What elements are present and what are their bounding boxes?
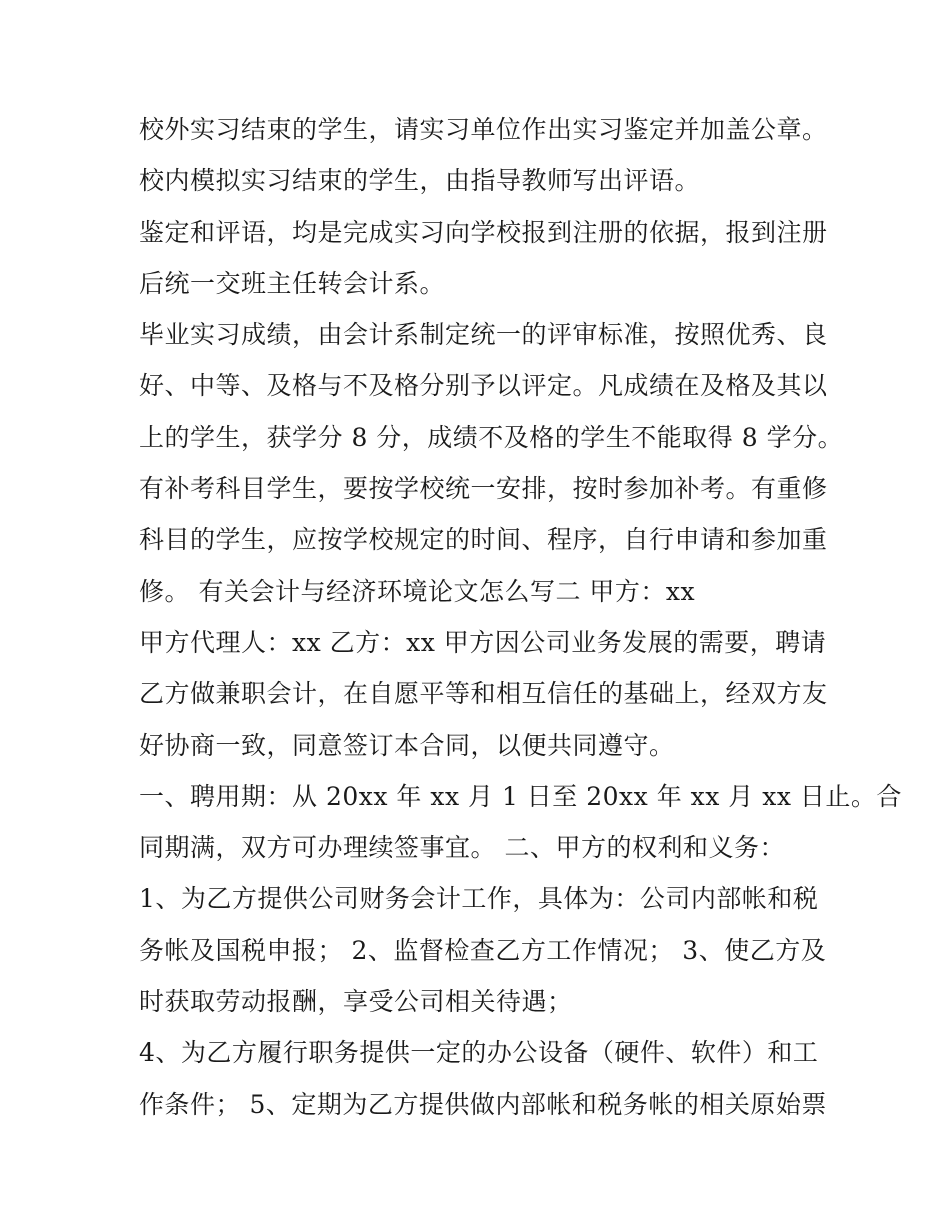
text-line: 4、为乙方履行职务提供一定的办公设备（硬件、软件）和工 [139, 1038, 819, 1068]
text-line: 务帐及国税申报； 2、监督检查乙方工作情况； 3、使乙方及 [139, 935, 827, 965]
text-line: 毕业实习成绩，由会计系制定统一的评审标准，按照优秀、良 [139, 320, 828, 350]
text-line: 乙方做兼职会计，在自愿平等和相互信任的基础上，经双方友 [139, 679, 828, 709]
text-line: 校内模拟实习结束的学生，由指导教师写出评语。 [139, 166, 701, 196]
text-line: 有补考科目学生，要按学校统一安排，按时参加补考。有重修 [139, 474, 828, 504]
text-line: 甲方代理人：xx 乙方：xx 甲方因公司业务发展的需要，聘请 [139, 627, 827, 657]
text-line: 时获取劳动报酬，享受公司相关待遇； [139, 987, 573, 1017]
text-line: 一、聘用期：从 20xx 年 xx 月 1 日至 20xx 年 xx 月 xx 日止。合 [139, 781, 902, 811]
text-line: 同期满，双方可办理续签事宜。 二、甲方的权利和义务： [139, 833, 785, 863]
text-line: 修。 有关会计与经济环境论文怎么写二 甲方：xx [139, 576, 696, 606]
text-line: 鉴定和评语，均是完成实习向学校报到注册的依据，报到注册 [139, 217, 828, 247]
text-line: 校外实习结束的学生，请实习单位作出实习鉴定并加盖公章。 [139, 115, 828, 144]
text-line: 好协商一致，同意签订本合同，以便共同遵守。 [139, 730, 675, 760]
text-line: 科目的学生，应按学校规定的时间、程序，自行申请和参加重 [139, 525, 828, 555]
document-body [139, 104, 902, 1130]
text-line: 上的学生，获学分 8 分，成绩不及格的学生不能取得 8 学分。 [139, 422, 844, 452]
text-line: 后统一交班主任转会计系。 [139, 268, 446, 298]
text-line: 好、中等、及格与不及格分别予以评定。凡成绩在及格及其以 [139, 371, 828, 401]
text-line: 作条件； 5、定期为乙方提供做内部帐和税务帐的相关原始票 [139, 1089, 827, 1119]
text-line: 1、为乙方提供公司财务会计工作，具体为：公司内部帐和税 [139, 884, 819, 914]
